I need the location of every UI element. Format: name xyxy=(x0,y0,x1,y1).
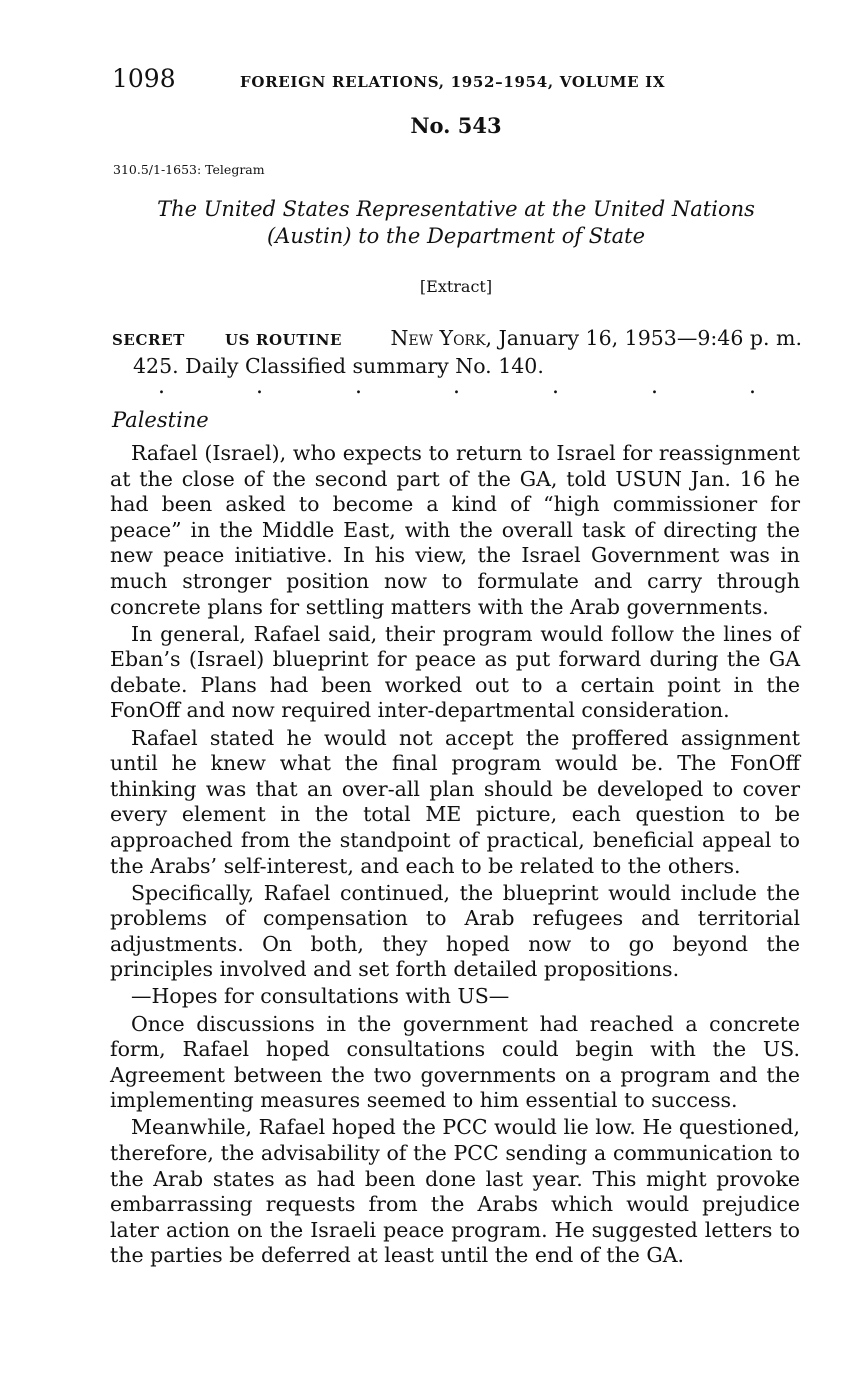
ellipsis-dot: . xyxy=(552,374,559,399)
telegram-serial: 425. Daily Classified summary No. 140. xyxy=(133,354,544,378)
running-head xyxy=(112,64,812,98)
document-number: No. 543 xyxy=(410,113,502,138)
paragraph: Specifically, Rafael continued, the blueprint would include the problems of compensation to Arab refugees and territorial adjustments. On both, they hoped now to go beyond the principles involved and set forth detailed propositions. xyxy=(110,880,800,982)
ellipsis-dot: . xyxy=(256,374,263,399)
section-heading: Palestine xyxy=(112,408,209,432)
page-number: 1098 xyxy=(112,64,176,93)
ellipsis-dot: . xyxy=(355,374,362,399)
document-title: The United States Representative at the United Nations (Austin) to the Department of State xyxy=(157,197,755,248)
telegram-header xyxy=(112,326,802,356)
extract-note: [Extract] xyxy=(419,277,493,296)
dateline-place: New York xyxy=(390,326,486,350)
ellipsis-dot: . xyxy=(749,374,756,399)
body-text xyxy=(110,441,800,1271)
ellipsis-dots xyxy=(112,374,802,399)
ellipsis-dot: . xyxy=(651,374,658,399)
precedence: US ROUTINE xyxy=(225,331,343,349)
source-note: 310.5/1-1653: Telegram xyxy=(113,162,265,177)
ellipsis-dot: . xyxy=(453,374,460,399)
paragraph: Rafael (Israel), who expects to return to Israel for reassignment at the close of the second part of the GA, told USUN Jan. 16 he had been asked to become a kind of “high commissioner for peace” in the Middle East, with the overall task of directing the new peace initiative. In his view, the Israel Government was in much stronger position now to formulate and carry through concrete plans for settling matters with the Arab governments. xyxy=(110,441,800,619)
ellipsis-dot: . xyxy=(158,374,165,399)
subheading: —Hopes for consultations with US— xyxy=(131,984,510,1009)
dateline-date: , January 16, 1953—9:46 p. m. xyxy=(485,326,802,350)
classification: SECRET xyxy=(112,331,185,349)
paragraph: Meanwhile, Rafael hoped the PCC would lie low. He questioned, therefore, the advisability of the PCC sending a communication to the Arab states as had been done last year. This might provoke embarrassing requests from the Arabs which would prejudice later action on the Israeli peace program. He suggested letters to the parties be deferred at least until the end of the GA. xyxy=(110,1115,800,1268)
dateline xyxy=(390,326,802,350)
paragraph: In general, Rafael said, their program would follow the lines of Eban’s (Israel) blueprint for peace as put forward during the GA debate. Plans had been worked out to a certain point in the FonOff and now required inter-departmental consideration. xyxy=(110,621,800,723)
series-title: FOREIGN RELATIONS, 1952–1954, VOLUME IX xyxy=(240,73,666,91)
paragraph: Once discussions in the government had reached a concrete form, Rafael hoped consultations could begin with the US. Agreement between the two governments on a program and the implementing measures seemed to him essential to success. xyxy=(110,1011,800,1113)
paragraph: Rafael stated he would not accept the proffered assignment until he knew what the final program would be. The FonOff thinking was that an over-all plan should be developed to cover every element in the total ME picture, each question to be approached from the standpoint of practical, beneficial appeal to the Arabs’ self-interest, and each to be related to the others. xyxy=(110,725,800,878)
